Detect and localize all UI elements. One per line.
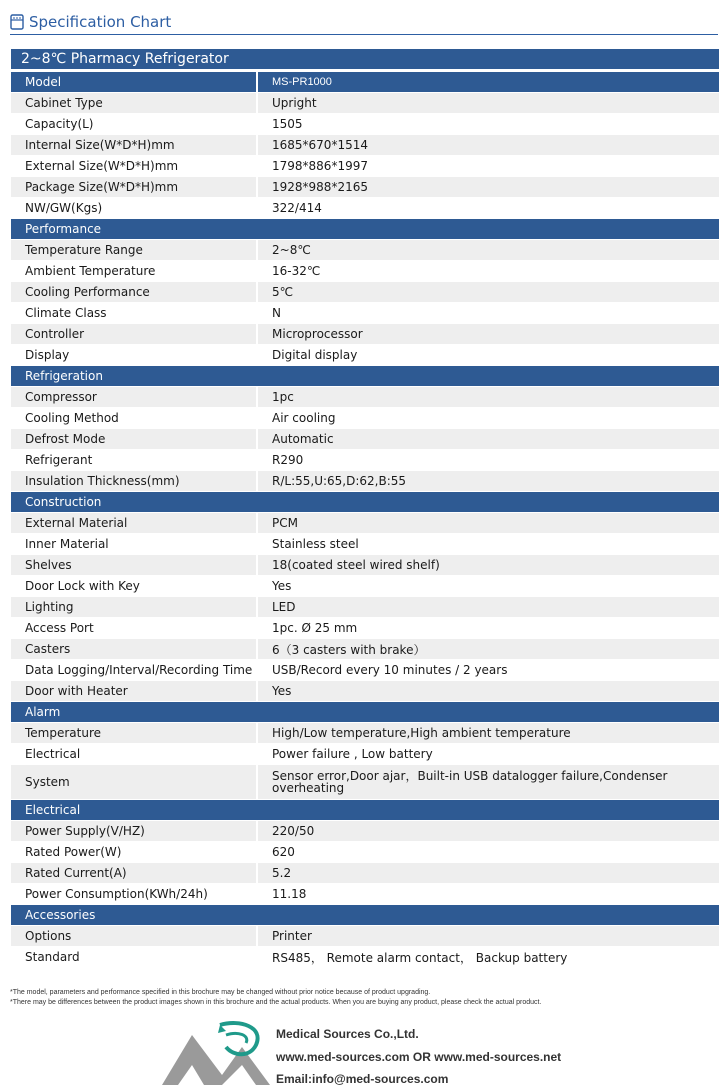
spec-value: 620 [258,842,719,862]
spec-row [11,114,719,134]
spec-row [11,177,719,197]
spec-row [11,471,719,491]
spec-value: 11.18 [258,884,719,904]
spec-value: Yes [258,681,719,701]
disclaimer-note: *The model, parameters and performance specified in this brochure may be changed without prior notice because of product upgrading. [10,989,431,996]
spec-label: Controller [11,324,256,344]
spec-label: Temperature Range [11,240,256,260]
spec-value: Yes [258,576,719,596]
spec-value: 1685*670*1514 [258,135,719,155]
spec-label: Electrical [11,744,256,764]
spec-row [11,555,719,575]
spec-value: 322/414 [258,198,719,218]
spec-value: 5℃ [258,282,719,302]
spec-label: Lighting [11,597,256,617]
spec-row [11,863,719,883]
spec-label: Casters [11,639,256,659]
spec-label: System [11,765,256,799]
spec-value: 16-32℃ [258,261,719,281]
spec-value: Microprocessor [258,324,719,344]
spec-row [11,723,719,743]
spec-row [11,156,719,176]
spec-row [11,765,719,799]
spec-row [11,597,719,617]
spec-row [11,926,719,946]
spec-value: LED [258,597,719,617]
spec-row [11,387,719,407]
spec-label: Defrost Mode [11,429,256,449]
spec-value: N [258,303,719,323]
spec-row [11,660,719,680]
spec-row [11,240,719,260]
medical-sources-logo-icon [160,1017,280,1085]
spec-value: 1pc. Ø 25 mm [258,618,719,638]
company-websites: www.med-sources.com OR www.med-sources.net [276,1050,562,1064]
spec-value: Digital display [258,345,719,365]
spec-label: Cooling Performance [11,282,256,302]
spec-value: R/L:55,U:65,D:62,B:55 [258,471,719,491]
spec-label: Standard [11,947,256,967]
spec-label: Display [11,345,256,365]
spec-label: Refrigerant [11,450,256,470]
section-header: Alarm [11,702,719,722]
spec-value: Sensor error,Door ajar，Built-in USB datalogger failure,Condenser overheating [258,765,719,799]
spec-row [11,821,719,841]
page-header [10,10,718,36]
page-title: Specification Chart [29,13,172,31]
spec-value: USB/Record every 10 minutes / 2 years [258,660,719,680]
spec-label: Power Consumption(KWh/24h) [11,884,256,904]
spec-label: Temperature [11,723,256,743]
spec-row [11,324,719,344]
spec-label: Climate Class [11,303,256,323]
spec-label: Power Supply(V/HZ) [11,821,256,841]
spec-value: 1505 [258,114,719,134]
spec-label: Rated Power(W) [11,842,256,862]
spec-value: Stainless steel [258,534,719,554]
spec-label: External Material [11,513,256,533]
spec-row [11,576,719,596]
spec-value: Automatic [258,429,719,449]
spec-row [11,135,719,155]
spec-row [11,681,719,701]
spec-row [11,534,719,554]
spec-row [11,198,719,218]
spec-value: High/Low temperature,High ambient temperature [258,723,719,743]
spec-label: Ambient Temperature [11,261,256,281]
spec-value: 6（3 casters with brake） [258,639,719,659]
spec-value: PCM [258,513,719,533]
spec-value: 1928*988*2165 [258,177,719,197]
spec-row [11,282,719,302]
company-footer [0,1015,721,1085]
spec-value: Power failure , Low battery [258,744,719,764]
spec-value: Printer [258,926,719,946]
spec-label: Package Size(W*D*H)mm [11,177,256,197]
spec-row [11,744,719,764]
spec-row [11,842,719,862]
spec-value: RS485， Remote alarm contact， Backup battery [258,947,719,967]
spec-label: Data Logging/Interval/Recording Time [11,660,256,680]
product-title: 2~8℃ Pharmacy Refrigerator [11,49,719,69]
spec-label: Shelves [11,555,256,575]
spec-row [11,884,719,904]
spec-row [11,450,719,470]
spec-label: External Size(W*D*H)mm [11,156,256,176]
spec-row [11,639,719,659]
spec-label: Inner Material [11,534,256,554]
company-name: Medical Sources Co.,Ltd. [276,1027,419,1041]
spec-label: Internal Size(W*D*H)mm [11,135,256,155]
spec-label: Door with Heater [11,681,256,701]
spec-value: 1798*886*1997 [258,156,719,176]
section-header: Construction [11,492,719,512]
spec-label: Access Port [11,618,256,638]
spec-row [11,303,719,323]
spec-row [11,345,719,365]
section-header: Performance [11,219,719,239]
model-value: MS-PR1000 [258,72,719,92]
model-label: Model [11,72,256,92]
model-row [11,72,719,92]
spec-row [11,947,719,967]
spec-label: Compressor [11,387,256,407]
disclaimer-note: *There may be differences between the product images shown in this brochure and the actual products. When you are buying any product, please check the actual product. [10,999,542,1006]
header-divider [10,34,718,35]
spec-value: 220/50 [258,821,719,841]
spec-row [11,618,719,638]
spec-label: Insulation Thickness(mm) [11,471,256,491]
spec-row [11,93,719,113]
spec-value: Upright [258,93,719,113]
spec-row [11,408,719,428]
spec-value: 2~8℃ [258,240,719,260]
spec-row [11,429,719,449]
spec-label: NW/GW(Kgs) [11,198,256,218]
spec-row [11,513,719,533]
spec-value: 5.2 [258,863,719,883]
spec-value: 1pc [258,387,719,407]
spec-label: Rated Current(A) [11,863,256,883]
section-header: Accessories [11,905,719,925]
spec-row [11,261,719,281]
spec-label: Capacity(L) [11,114,256,134]
spec-label: Cabinet Type [11,93,256,113]
section-header: Electrical [11,800,719,820]
company-email: Email:info@med-sources.com [276,1072,449,1086]
disclaimer-notes [10,988,718,1008]
specification-table [11,72,719,968]
spec-value: R290 [258,450,719,470]
spec-label: Cooling Method [11,408,256,428]
spec-label: Door Lock with Key [11,576,256,596]
spec-value: Air cooling [258,408,719,428]
section-header: Refrigeration [11,366,719,386]
spec-value: 18(coated steel wired shelf) [258,555,719,575]
refrigerator-logo-icon [10,14,24,30]
spec-label: Options [11,926,256,946]
